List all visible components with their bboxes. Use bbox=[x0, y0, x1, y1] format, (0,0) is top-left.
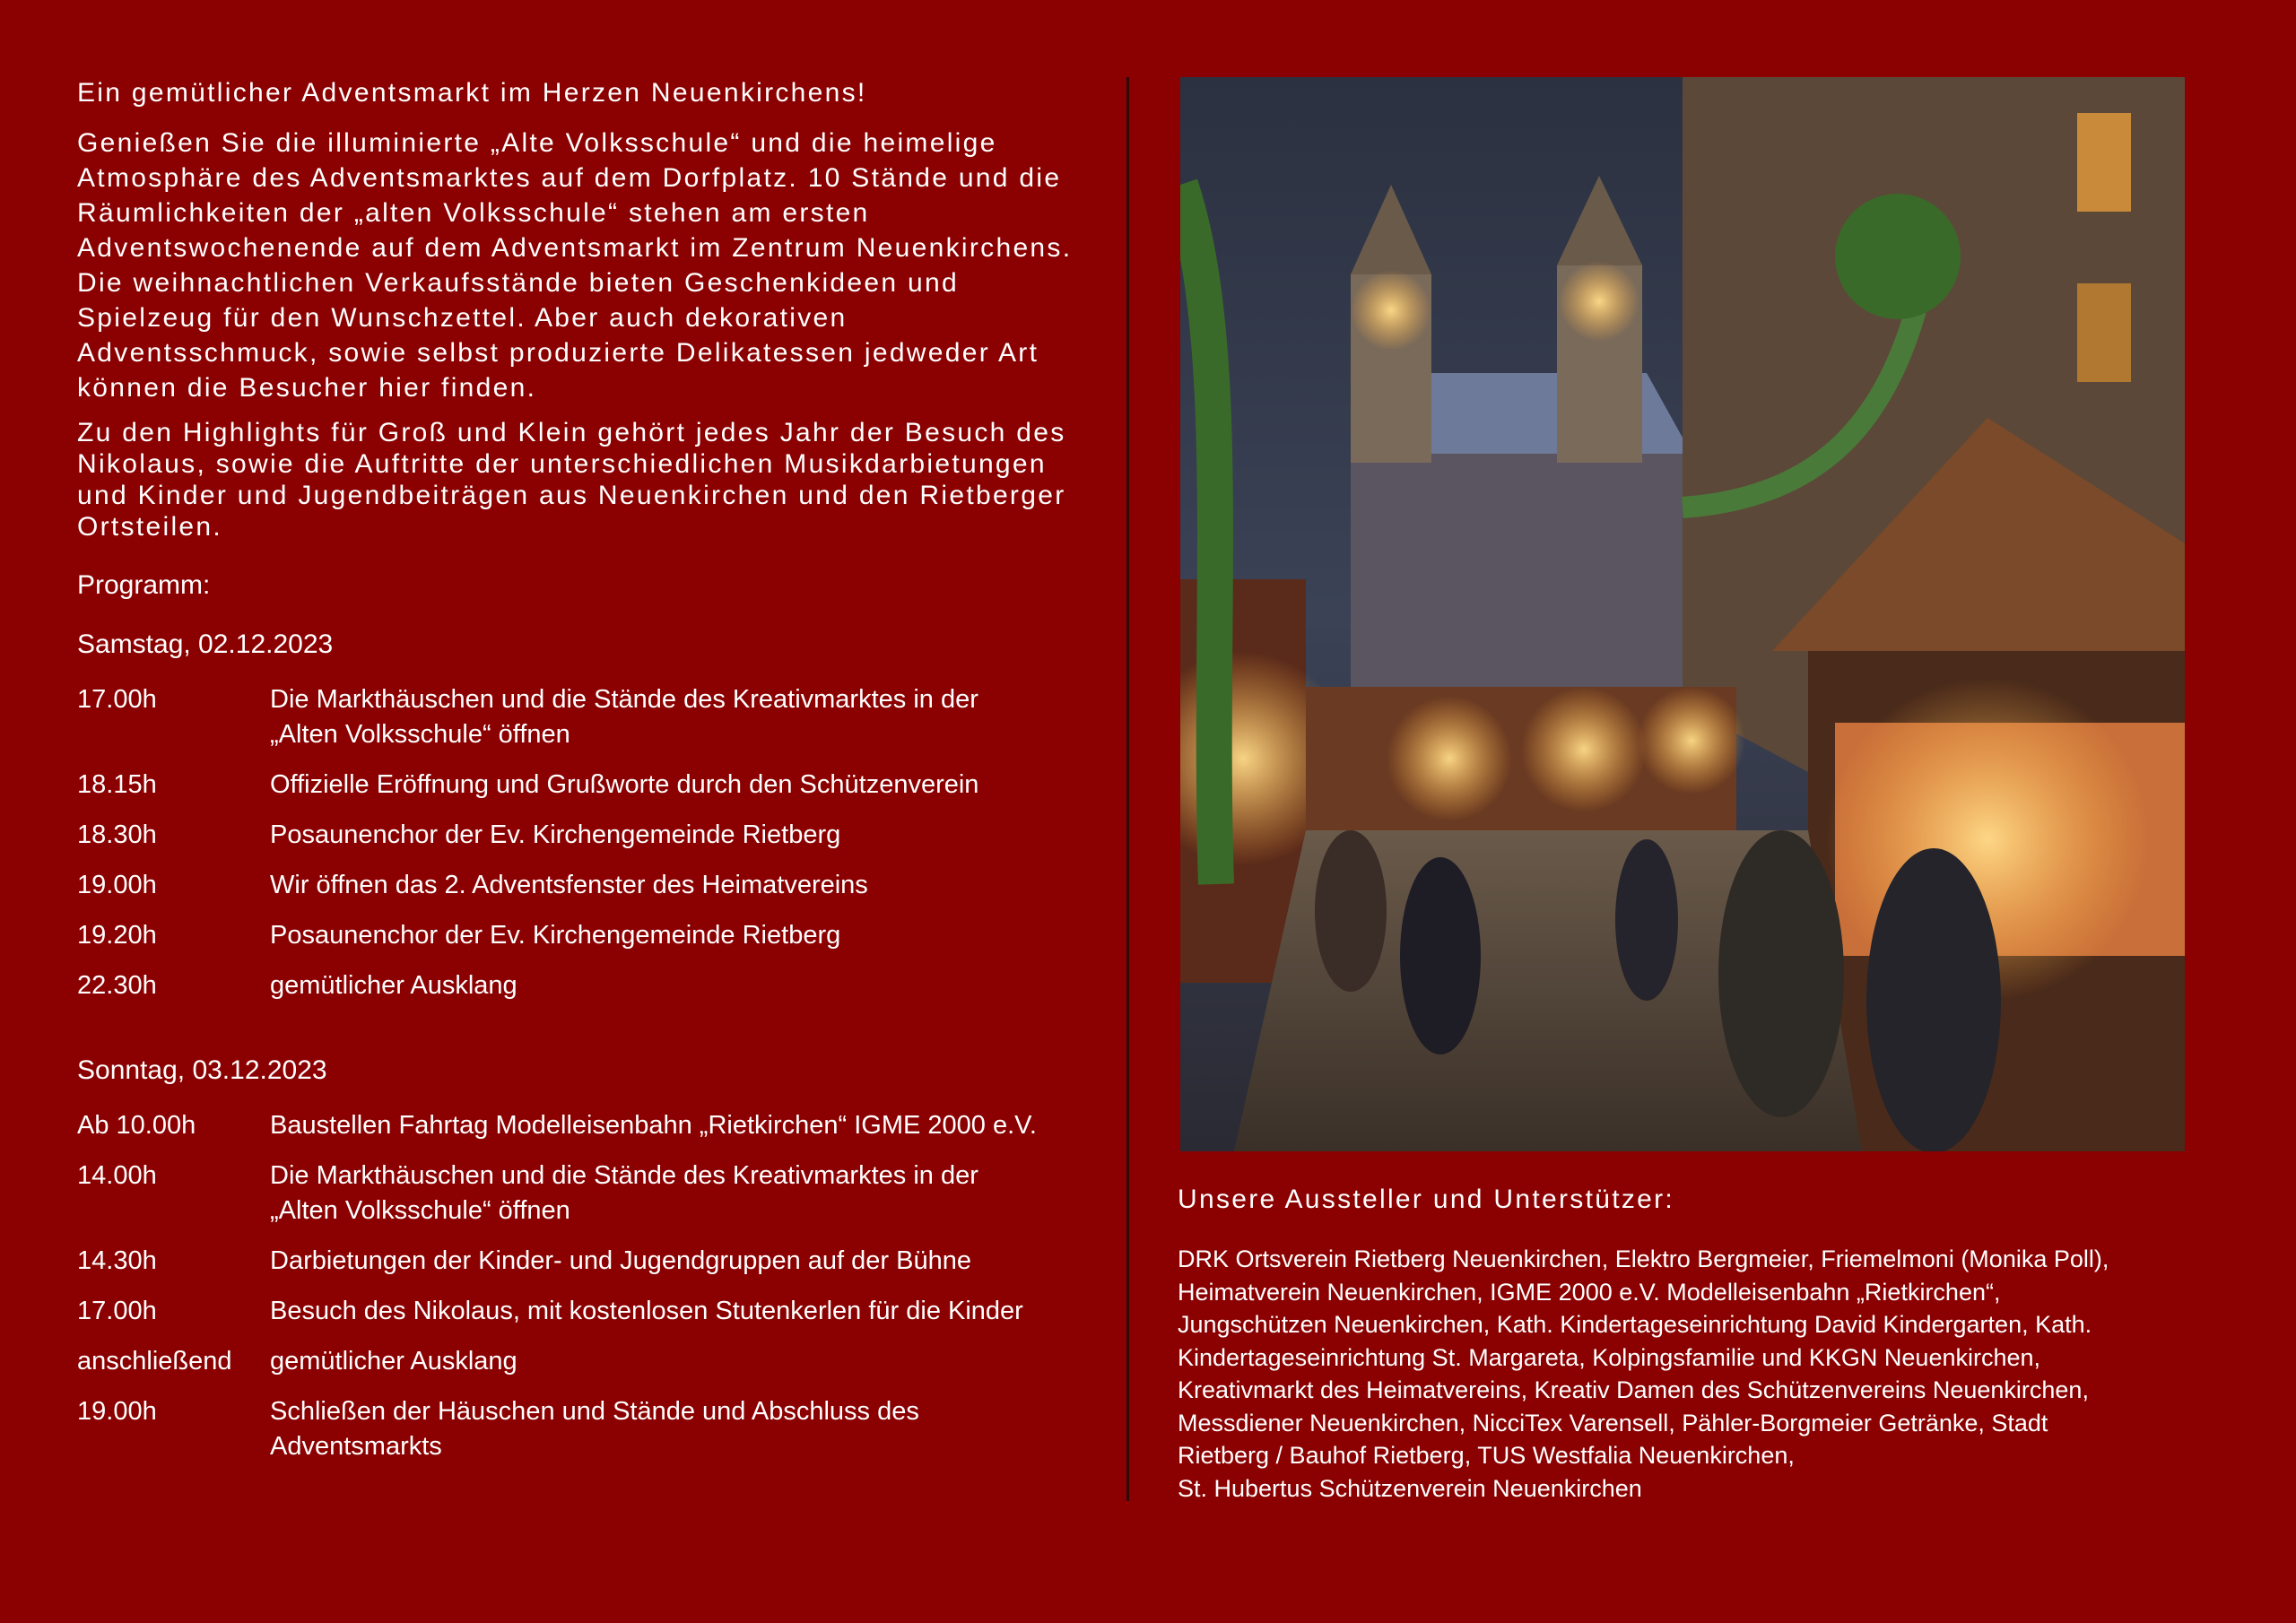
text-line: Jungschützen Neuenkirchen, Kath. Kindertageseinrichtung David Kindergarten, Kath. bbox=[1178, 1311, 2092, 1338]
text-line: DRK Ortsverein Rietberg Neuenkirchen, Elektro Bergmeier, Friemelmoni (Monika Poll), bbox=[1178, 1245, 2109, 1272]
event-time: anschließend bbox=[77, 1347, 232, 1376]
event-description bbox=[270, 682, 1109, 752]
event-description: Posaunenchor der Ev. Kirchengemeinde Rietberg bbox=[270, 820, 841, 849]
text-line: und Kinder und Jugendbeiträgen aus Neuenkirchen und den Rietberger bbox=[77, 481, 1066, 510]
text-line: Räumlichkeiten der „alten Volksschule“ stehen am ersten bbox=[77, 198, 870, 228]
event-description: gemütlicher Ausklang bbox=[270, 1347, 517, 1376]
event-time: 19.00h bbox=[77, 871, 157, 899]
event-description-line: Schließen der Häuschen und Stände und Abschluss des bbox=[270, 1397, 919, 1426]
program-row bbox=[77, 1159, 1109, 1228]
event-description: Offizielle Eröffnung und Grußworte durch den Schützenverein bbox=[270, 770, 979, 799]
program-row bbox=[77, 918, 1109, 953]
event-time: 17.00h bbox=[77, 1297, 157, 1325]
event-time: Ab 10.00h bbox=[77, 1111, 196, 1140]
left-column bbox=[77, 74, 1109, 1480]
day-title: Samstag, 02.12.2023 bbox=[77, 629, 334, 659]
program-row bbox=[77, 968, 1109, 1003]
event-description: Posaunenchor der Ev. Kirchengemeinde Rietberg bbox=[270, 921, 841, 950]
text-line: Zu den Highlights für Groß und Klein gehört jedes Jahr der Besuch des bbox=[77, 418, 1066, 447]
event-time: 18.15h bbox=[77, 770, 157, 799]
text-line: Kreativmarkt des Heimatvereins, Kreativ Damen des Schützenvereins Neuenkirchen, bbox=[1178, 1376, 2089, 1403]
text-line: können die Besucher hier finden. bbox=[77, 373, 537, 403]
program-label: Programm: bbox=[77, 570, 211, 600]
sponsors-list bbox=[1178, 1243, 2200, 1505]
intro-paragraph-2 bbox=[77, 417, 1109, 542]
event-description bbox=[270, 1159, 1109, 1228]
event-description: Darbietungen der Kinder- und Jugendgruppen auf der Bühne bbox=[270, 1246, 971, 1275]
event-description-line: „Alten Volksschule“ öffnen bbox=[270, 720, 570, 749]
event-time: 19.00h bbox=[77, 1397, 157, 1426]
program-row bbox=[77, 868, 1109, 903]
text-line: Heimatverein Neuenkirchen, IGME 2000 e.V. Modelleisenbahn „Rietkirchen“, bbox=[1178, 1278, 2001, 1306]
text-line: Spielzeug für den Wunschzettel. Aber auch dekorativen bbox=[77, 303, 848, 333]
event-description: Wir öffnen das 2. Adventsfenster des Heimatvereins bbox=[270, 871, 868, 899]
text-line: Adventsschmuck, sowie selbst produzierte Delikatessen jedweder Art bbox=[77, 338, 1039, 368]
event-description bbox=[270, 1394, 1109, 1464]
text-line: Nikolaus, sowie die Auftritte der unterschiedlichen Musikdarbietungen bbox=[77, 449, 1047, 479]
event-time: 14.30h bbox=[77, 1246, 157, 1275]
event-time: 18.30h bbox=[77, 820, 157, 849]
event-time: 22.30h bbox=[77, 971, 157, 1000]
event-description: gemütlicher Ausklang bbox=[270, 971, 517, 1000]
program-row bbox=[77, 1294, 1109, 1329]
event-time: 14.00h bbox=[77, 1161, 157, 1190]
program-row bbox=[77, 1344, 1109, 1379]
program-day-sunday bbox=[77, 1051, 1109, 1464]
text-line: Atmosphäre des Adventsmarktes auf dem Dorfplatz. 10 Stände und die bbox=[77, 163, 1062, 193]
column-divider bbox=[1126, 77, 1129, 1501]
text-line: Genießen Sie die illuminierte „Alte Volksschule“ und die heimelige bbox=[77, 128, 997, 158]
day-title: Sonntag, 03.12.2023 bbox=[77, 1055, 327, 1085]
program-row bbox=[77, 1244, 1109, 1279]
text-line: St. Hubertus Schützenverein Neuenkirchen bbox=[1178, 1474, 1642, 1502]
text-line: Adventswochenende auf dem Adventsmarkt im Zentrum Neuenkirchens. bbox=[77, 233, 1073, 263]
event-description-line: „Alten Volksschule“ öffnen bbox=[270, 1196, 570, 1225]
event-time: 17.00h bbox=[77, 685, 157, 714]
event-description-line: Die Markthäuschen und die Stände des Kreativmarktes in der bbox=[270, 685, 978, 714]
program-row bbox=[77, 1108, 1109, 1143]
event-description: Besuch des Nikolaus, mit kostenlosen Stutenkerlen für die Kinder bbox=[270, 1297, 1023, 1325]
text-line: Rietberg / Bauhof Rietberg, TUS Westfalia Neuenkirchen, bbox=[1178, 1442, 1795, 1469]
program-row bbox=[77, 1394, 1109, 1464]
program-row bbox=[77, 682, 1109, 752]
text-line: Kindertageseinrichtung St. Margareta, Kolpingsfamilie und KKGN Neuenkirchen, bbox=[1178, 1343, 2041, 1371]
event-description-line: Die Markthäuschen und die Stände des Kreativmarktes in der bbox=[270, 1161, 978, 1190]
event-description-line: Adventsmarkts bbox=[270, 1432, 442, 1461]
event-description: Baustellen Fahrtag Modelleisenbahn „Rietkirchen“ IGME 2000 e.V. bbox=[270, 1111, 1037, 1140]
intro-paragraph-1 bbox=[77, 126, 1109, 405]
sponsors-title: Unsere Aussteller und Unterstützer: bbox=[1178, 1185, 1675, 1214]
program-day-saturday bbox=[77, 625, 1109, 1003]
program-row bbox=[77, 818, 1109, 853]
christmas-market-photo bbox=[1180, 77, 2185, 1151]
text-line: Die weihnachtlichen Verkaufsstände bieten Geschenkideen und bbox=[77, 268, 959, 298]
text-line: Ortsteilen. bbox=[77, 512, 223, 542]
event-time: 19.20h bbox=[77, 921, 157, 950]
text-line: Messdiener Neuenkirchen, NicciTex Varensell, Pähler-Borgmeier Getränke, Stadt bbox=[1178, 1409, 2048, 1436]
right-column bbox=[1178, 1180, 2200, 1505]
intro-title: Ein gemütlicher Adventsmarkt im Herzen Neuenkirchens! bbox=[77, 78, 867, 108]
program-row bbox=[77, 768, 1109, 803]
